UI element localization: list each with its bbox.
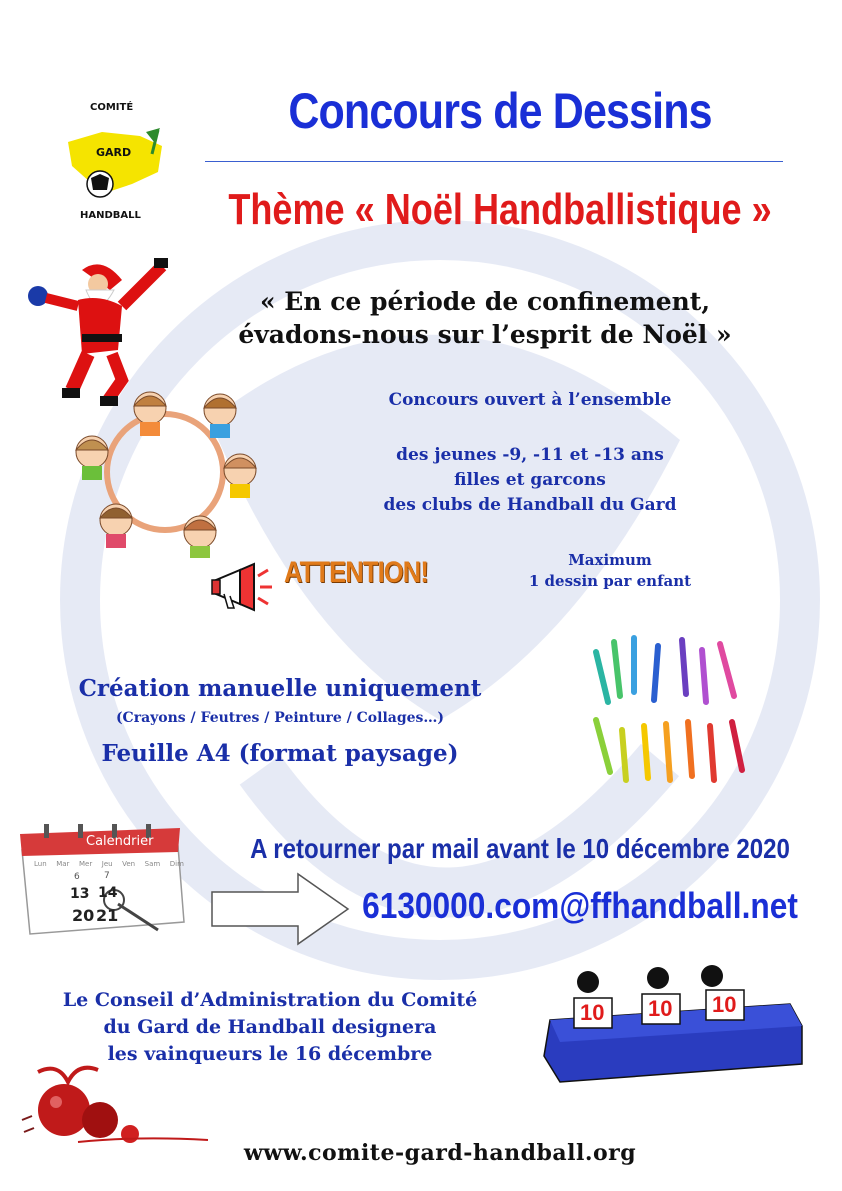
- calendar-day-label: Mer: [78, 860, 93, 868]
- eligibility-clubs: des clubs de Handball du Gard: [383, 495, 677, 515]
- jury-score: 10: [712, 992, 737, 1017]
- deadline-text: A retourner par mail avant le 10 décembre 2020: [250, 833, 790, 864]
- eligibility-gender: filles et garcons: [454, 470, 606, 490]
- confinement-quote: [140, 285, 830, 351]
- attention-line-1: Maximum: [568, 551, 652, 569]
- arrow-right-icon: [210, 872, 350, 946]
- title-divider: [205, 161, 783, 162]
- calendar-number: 21: [96, 906, 119, 925]
- contact-email[interactable]: 6130000.com@ffhandball.net: [362, 885, 798, 926]
- calendar-number: 14: [98, 885, 118, 901]
- paper-format: Feuille A4 (format paysage): [101, 740, 459, 767]
- calendar-number: 20: [72, 906, 95, 925]
- children-circle-illustration: [70, 380, 260, 560]
- calendar-day-label: Lun: [34, 860, 47, 868]
- calendar-day-label: Jeu: [101, 860, 113, 868]
- jury-score: 10: [648, 996, 673, 1021]
- calendar-number: 7: [104, 871, 110, 881]
- jury-table-illustration: [540, 960, 810, 1090]
- theme-heading: Thème « Noël Handballistique »: [228, 185, 772, 234]
- logo-text-handball: HANDBALL: [80, 210, 141, 221]
- creation-materials: (Crayons / Feutres / Peinture / Collages…): [115, 710, 445, 726]
- calendar-day-label: Mar: [56, 860, 70, 868]
- logo-text-comite: COMITÉ: [90, 102, 134, 113]
- calendar-day-label: Dim: [169, 860, 184, 868]
- calendar-header: Calendrier: [86, 834, 154, 849]
- jury-line-2: du Gard de Handball designera: [103, 1016, 437, 1038]
- calendar-day-label: Ven: [122, 860, 136, 868]
- attention-line-2: 1 dessin par enfant: [528, 572, 692, 590]
- calendar-day-label: Sam: [144, 860, 161, 868]
- quote-line-1: « En ce période de confinement,: [259, 287, 711, 316]
- attention-rule: [460, 550, 760, 592]
- calendar-number: 13: [70, 886, 90, 902]
- colored-pencils-illustration: [586, 630, 756, 790]
- jury-line-1: Le Conseil d’Administration du Comité: [62, 989, 478, 1011]
- eligibility-details: [280, 443, 780, 518]
- attention-badge: ATTENTION!: [284, 556, 429, 589]
- comite-gard-logo: [62, 102, 182, 222]
- christmas-ornaments-illustration: [18, 1062, 218, 1152]
- calendar-illustration: [8, 822, 188, 942]
- calendar-day-labels: [34, 860, 184, 868]
- jury-announcement: [0, 987, 540, 1068]
- jury-line-3: les vainqueurs le 16 décembre: [107, 1043, 433, 1065]
- logo-text-gard: GARD: [96, 146, 132, 159]
- footer-url[interactable]: www.comite-gard-handball.org: [243, 1140, 637, 1166]
- calendar-number: 6: [74, 872, 80, 882]
- eligibility-ages: des jeunes -9, -11 et -13 ans: [396, 445, 664, 465]
- jury-score: 10: [580, 1000, 605, 1025]
- quote-line-2: évadons-nous sur l’esprit de Noël »: [238, 320, 732, 349]
- eligibility-intro: Concours ouvert à l’ensemble: [388, 390, 672, 410]
- creation-heading: Création manuelle uniquement: [78, 675, 482, 702]
- page-title: Concours de Dessins: [288, 83, 712, 139]
- megaphone-icon: [210, 562, 276, 612]
